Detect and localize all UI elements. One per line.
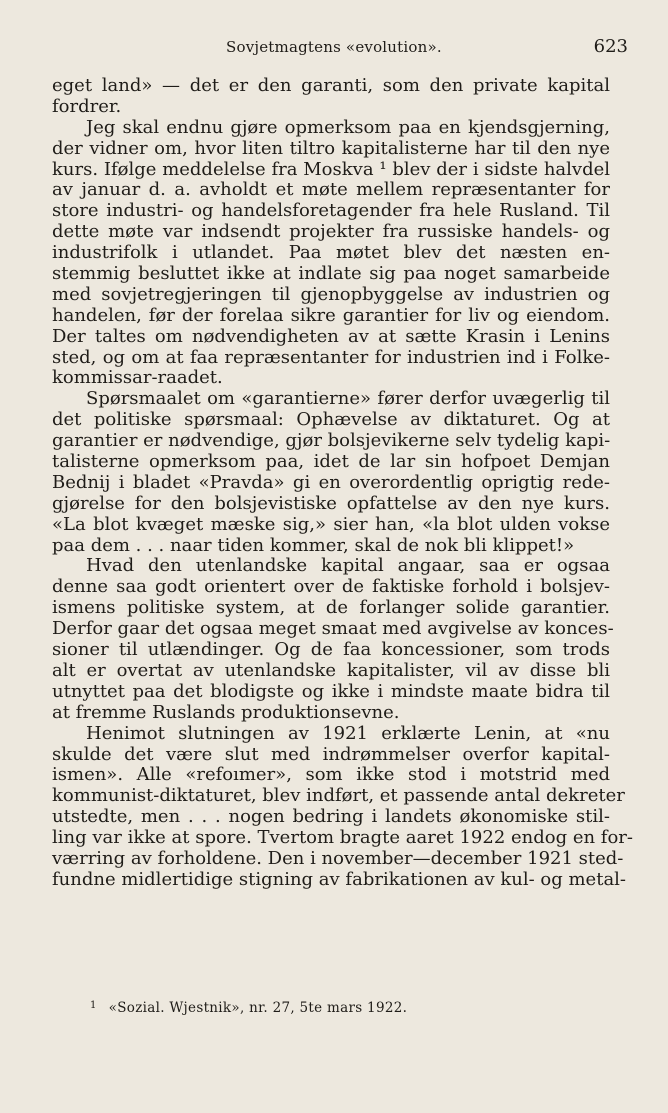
paragraph [52, 76, 610, 118]
text-line: denne saa godt orientert over de faktiske forhold i bolsjev- [52, 576, 610, 598]
text-line: kommissar-raadet. [52, 367, 223, 389]
footnote-text: «Sozial. Wjestnik», nr. 27, 5te mars 1922. [108, 1000, 408, 1016]
text-line: Der taltes om nødvendigheten av at sætte Krasin i Lenins [52, 325, 610, 347]
text-line: med sovjetregjeringen til gjenopbyggelse av industrien og [52, 283, 610, 305]
text-line: dette møte var indsendt projekter fra russiske handels- og [52, 221, 610, 243]
text-line: der vidner om, hvor liten tiltro kapitalisterne har til den nye [52, 137, 610, 159]
text-line: fordrer. [52, 95, 122, 117]
text-line: værring av forholdene. Den i november—december 1921 sted- [52, 847, 624, 869]
text-line: at fremme Ruslands produktionsevne. [52, 701, 400, 723]
paragraph [52, 722, 633, 891]
text-line: det politiske spørsmaal: Ophævelse av diktaturet. Og at [52, 409, 610, 431]
text-line: av januar d. a. avholdt et møte mellem repræsentanter for [52, 179, 610, 201]
footnote-marker: 1 [90, 1000, 97, 1011]
page-header [56, 36, 628, 58]
body-text [52, 75, 633, 891]
text-line: stemmig besluttet ikke at indlate sig paa noget samarbeide [52, 263, 610, 285]
text-line: sted, og om at faa repræsentanter for industrien ind i Folke- [52, 346, 610, 368]
text-line: store industri- og handelsforetagender fra hele Rusland. Til [52, 200, 610, 222]
text-line: gjørelse for den bolsjevistiske opfattelse av den nye kurs. [52, 492, 610, 514]
text-line: fundne midlertidige stigning av fabrikationen av kul- og metal- [52, 868, 627, 890]
text-line: ismens politiske system, at de forlanger solide garantier. [52, 597, 610, 619]
paragraph [52, 555, 614, 723]
text-line: skulde det være slut med indrømmelser overfor kapital- [52, 743, 610, 765]
text-line: utstedte, men . . . nogen bedring i landets økonomiske stil- [52, 806, 610, 828]
text-line: Hvad den utenlandske kapital angaar, saa er ogsaa [86, 555, 610, 577]
text-line: utnyttet paa det blodigste og ikke i mindste maate bidra til [52, 680, 610, 702]
text-line: handelen, før der forelaa sikre garantier for liv og eiendom. [52, 304, 610, 326]
text-line: garantier er nødvendige, gjør bolsjevikerne selv tydelig kapi- [52, 430, 611, 452]
footnote [90, 1000, 407, 1016]
paragraph [52, 118, 610, 390]
text-line: alt er overtat av utenlandske kapitalister, vil av disse bli [52, 659, 610, 681]
running-head: Sovjetmagtens «evolution». [226, 38, 442, 56]
text-line: ling var ikke at spore. Tvertom bragte aaret 1922 endog en for- [52, 827, 633, 849]
text-line: Henimot slutningen av 1921 erklærte Lenin, at «nu [86, 722, 610, 744]
text-line: eget land» — det er den garanti, som den private kapital [52, 75, 610, 96]
text-line: Jeg skal endnu gjøre opmerksom paa en kjendsgjerning, [86, 116, 610, 138]
text-line: paa dem . . . naar tiden kommer, skal de nok bli klippet!» [52, 534, 575, 556]
text-line: sioner til utlændinger. Og de faa koncessioner, som trods [52, 639, 610, 661]
text-line: talisterne opmerksom paa, idet de lar sin hofpoet Demjan [52, 451, 610, 473]
text-line: Derfor gaar det ogsaa meget smaat med avgivelse av konces- [52, 618, 614, 640]
text-line: kommunist-diktaturet, blev indført, et passende antal dekreter [52, 785, 625, 807]
text-line: Bednij i bladet «Pravda» gi en overordentlig oprigtig rede- [52, 471, 610, 493]
page-number: 623 [593, 36, 628, 57]
text-line: «La blot kvæget mæske sig,» sier han, «la blot ulden vokse [52, 513, 610, 535]
text-line: kurs. Ifølge meddelelse fra Moskva ¹ blev der i sidste halvdel [52, 158, 610, 180]
paragraph [52, 389, 610, 556]
text-line: industrifolk i utlandet. Paa møtet blev det næsten en- [52, 242, 610, 264]
text-line: ismen». Alle «refoımer», som ikke stod i motstrid med [52, 764, 610, 786]
text-line: Spørsmaalet om «garantierne» fører derfor uvægerlig til [86, 388, 610, 410]
